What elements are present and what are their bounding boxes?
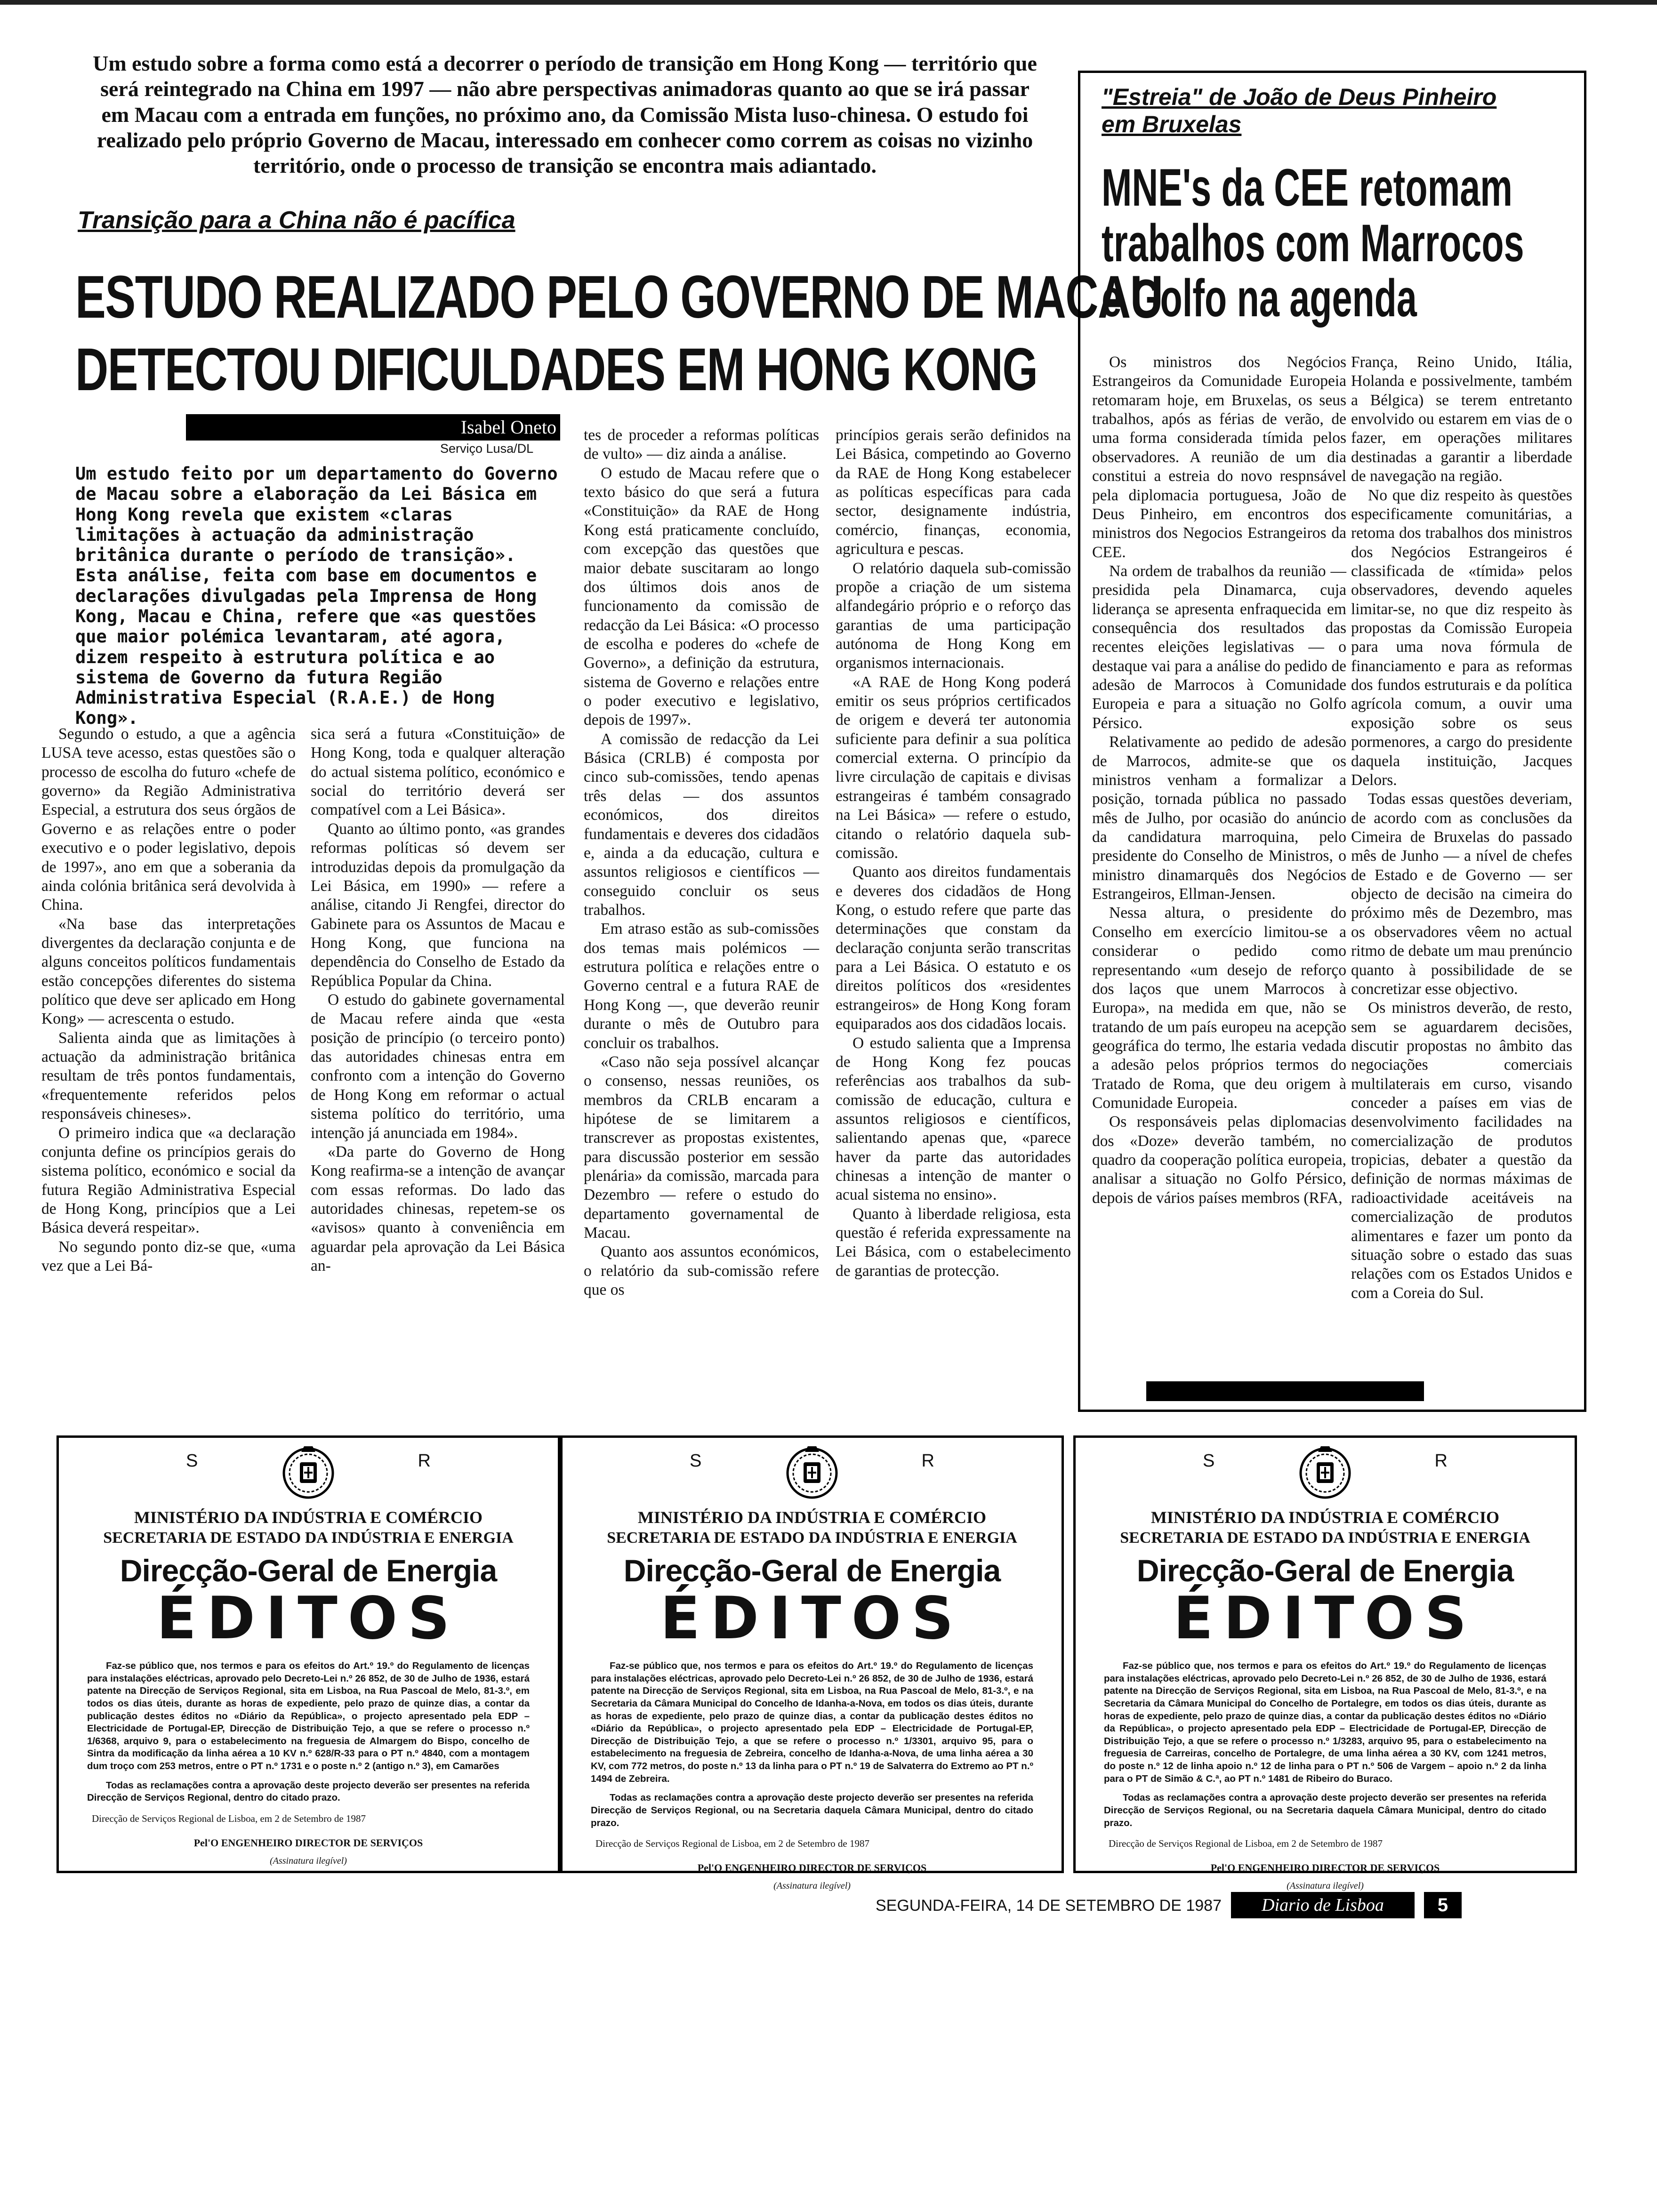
emblem-letter-s: S — [1203, 1451, 1215, 1471]
edict-signatory: Pel'O ENGENHEIRO DIRECTOR DE SERVIÇOS — [193, 1837, 423, 1849]
newspaper-name: Diario de Lisboa — [1231, 1892, 1415, 1918]
edict-signatory: Pel'O ENGENHEIRO DIRECTOR DE SERVIÇOS — [697, 1862, 927, 1874]
ministry-name: MINISTÉRIO DA INDÚSTRIA E COMÉRCIO — [134, 1508, 483, 1527]
emblem-letter-r: R — [418, 1451, 431, 1471]
edict-signature: (Assinatura ilegível) — [270, 1856, 347, 1867]
paragraph: Na ordem de trabalhos da reunião — presidida pela Dinamarca, cuja liderança se apresenta enfraquecida em consequência dos resultados das recentes eleições legislativas — o destaque vai para a análise do pedido de adesão de Marrocos à Comunidade Europeia e para a situação no Golfo Pérsico. — [1092, 562, 1346, 732]
edict-signature: (Assinatura ilegível) — [1287, 1881, 1364, 1891]
edict-date: Direcção de Serviços Regional de Lisboa, em 2 de Setembro de 1987 — [595, 1838, 869, 1850]
directorate-name: Direcção-Geral de Energia — [623, 1553, 1001, 1588]
intro-paragraph: Um estudo sobre a forma como está a decorrer o período de transição em Hong Kong — território que será reintegrado na China em 1997 — não abre perspectivas animadoras quanto ao que se irá passar em Macau com a entrada em funções, no próximo ano, da Comissão Mista luso-chinesa. O estudo foi realizado pelo próprio Governo de Macau, interessado em conhecer como correm as coisas no vizinho território, onde o processo de transição se encontra mais adiantado. — [93, 51, 1037, 178]
edict-signatory: Pel'O ENGENHEIRO DIRECTOR DE SERVIÇOS — [1210, 1862, 1440, 1874]
coat-of-arms-icon — [1290, 1443, 1360, 1504]
article-column-3 — [584, 426, 819, 1300]
edict-title: ÉDITOS — [660, 1585, 964, 1652]
secretary-name: SECRETARIA DE ESTADO DA INDÚSTRIA E ENERGIA — [1120, 1529, 1530, 1547]
top-rule — [0, 0, 1657, 5]
secretary-name: SECRETARIA DE ESTADO DA INDÚSTRIA E ENERGIA — [103, 1529, 514, 1547]
paragraph: tes de proceder a reformas políticas de vulto» — diz ainda a análise. — [584, 426, 819, 463]
directorate-name: Direcção-Geral de Energia — [120, 1553, 497, 1588]
paragraph: «A RAE de Hong Kong poderá emitir os seus próprios certificados de origem e deverá ter autonomia suficiente para definir a sua política comercial externa. O princípio da livre circulação de capitais e divisas estrangeiras é também consagrado na Lei Básica» — refere o estudo, citando o relatório daquela sub-comissão. — [836, 673, 1071, 862]
article-column-1 — [41, 725, 296, 1275]
emblem-letter-r: R — [1434, 1451, 1448, 1471]
paragraph: França, Reino Unido, Itália, Holanda e possivelmente, também a Bélgica) se terem entretanto envolvido ou estarem em vias de o fazer, em operações militares destinadas a garantir a liberdade de navegação na região. — [1351, 353, 1572, 485]
paragraph: «Caso não seja possível alcançar o consenso, nessas reuniões, os membros da CRLB encaram a hipótese de se limitarem a transcrever as propostas existentes, para discussão posterior em sessão plenária» da comissão, marcada para Dezembro — refere o estudo do departamento governamental de Macau. — [584, 1053, 819, 1242]
article-column-2 — [311, 725, 565, 1275]
page-footer — [876, 1892, 1563, 1918]
edict-title: ÉDITOS — [1173, 1585, 1477, 1652]
secretary-name: SECRETARIA DE ESTADO DA INDÚSTRIA E ENERGIA — [607, 1529, 1017, 1547]
paragraph: Todas as reclamações contra a aprovação deste projecto deverão ser presentes na referida Direcção de Serviços Regional, dentro do citado prazo. — [87, 1779, 530, 1803]
edict-title: ÉDITOS — [156, 1585, 460, 1652]
paragraph: Todas essas questões deveriam, de acordo com as conclusões da Cimeira de Bruxelas do passado mês de Junho — a nível de chefes de Estado e de Governo — ser objecto de decisão na cimeira do próximo mês de Dezembro, mas os observadores vêem no actual ritmo de debate um mau prenúncio quanto à possibilidade de se concretizar esse objectivo. — [1351, 790, 1572, 998]
paragraph: O estudo salienta que a Imprensa de Hong Kong fez poucas referências aos trabalhos da sub-comissão de educação, cultura e assuntos religiosos e científicos, salientando apenas que, «parece haver da parte das autoridades chinesas a intenção de manter o acual sistema no ensino». — [836, 1034, 1071, 1204]
edict-body — [87, 1660, 530, 1804]
author-service: Serviço Lusa/DL — [440, 441, 534, 456]
paragraph: Quanto ao último ponto, «as grandes reformas políticas só devem ser introduzidas depois da promulgação da Lei Básica, em 1990» — refere a análise, citando Ji Rengfei, director do Gabinete para os Assuntos de Macau e Hong Kong, que funciona na dependência do Conselho de Estado da República Popular da China. — [311, 820, 565, 990]
ministry-name: MINISTÉRIO DA INDÚSTRIA E COMÉRCIO — [637, 1508, 987, 1527]
emblem-letter-s: S — [690, 1451, 702, 1471]
main-headline-line-1: ESTUDO REALIZADO PELO GOVERNO DE MACAU — [75, 264, 1163, 331]
side-kicker — [1102, 84, 1496, 138]
paragraph: Segundo o estudo, a que a agência LUSA teve acesso, estas questões são o processo de escolha do futuro «chefe de governo» da Região Administrativa Especial, a estrutura dos seus órgãos de Governo e as relações entre o poder executivo e o poder legislativo, depois de 1997», ano em que a soberania da ainda colónia britânica será devolvida à China. — [41, 725, 296, 914]
side-headline-line-1: MNE's da CEE retomam — [1102, 158, 1512, 217]
paragraph: Relativamente ao pedido de adesão de Marrocos, admite-se que os ministros venham a formalizar a posição, tornada pública no passado mês de Julho, por ocasião do anúncio da candidatura marroquina, pelo presidente do Conselho de Ministros, o ministro dinamarquês dos Negócios Estrangeiros, Ellman-Jensen. — [1092, 733, 1346, 903]
paragraph: Todas as reclamações contra a aprovação deste projecto deverão ser presentes na referida Direcção de Serviços Regional, ou na Secretaria daquela Câmara Municipal, dentro do citado prazo. — [1104, 1792, 1546, 1828]
paragraph: «Na base das interpretações divergentes da declaração conjunta e de alguns conceitos políticos fundamentais estão concepções diferentes do sistema político que deve ser aplicado em Hong Kong» — acrescenta o estudo. — [41, 915, 296, 1028]
paragraph: Os ministros dos Negócios Estrangeiros da Comunidade Europeia retomaram hoje, em Bruxelas, os seus trabalhos, após as férias de verão, de uma forma considerada tímida pelos observadores. A reunião de um dia constitui a estreia do novo respnsável pela diplomacia portuguesa, João de Deus Pinheiro, em encontros dos ministros dos Negocios Estrangeiros da CEE. — [1092, 353, 1346, 561]
main-kicker: Transição para a China não é pacífica — [78, 207, 515, 234]
paragraph: O estudo de Macau refere que o texto básico do que será a futura «Constituição» da RAE de Hong Kong está praticamente concluído, com excepção das questões que maior debate suscitaram ao longo dos últimos dois anos de funcionamento da comissão de redacção da Lei Básica: «O processo de escolha e poderes do «chefe de Governo», a definição da estrutura, sistema de Governo e relações entre o poder executivo e legislativo, depois de 1997». — [584, 464, 819, 729]
paragraph: A comissão de redacção da Lei Básica (CRLB) é composta por cinco sub-comissões, tendo apenas três delas — dos assuntos económicos, dos direitos fundamentais e deveres dos cidadãos e, ainda a da educação, cultura e assuntos religiosos e científicos — conseguido concluir os seus trabalhos. — [584, 730, 819, 919]
edict-notice-2 — [560, 1435, 1064, 1891]
side-kicker-line-1: "Estreia" de João de Deus Pinheiro — [1102, 84, 1497, 110]
footer-date: SEGUNDA-FEIRA, 14 DE SETEMBRO DE 1987 — [876, 1897, 1222, 1915]
edict-body — [1104, 1660, 1546, 1829]
paragraph: «Da parte do Governo de Hong Kong reafirma-se a intenção de avançar com essas reformas. Do lado das autoridades chinesas, repetem-se os «avisos» quanto à conveniência em aguardar pela aprovação da Lei Básica an- — [311, 1143, 565, 1275]
edict-date: Direcção de Serviços Regional de Lisboa, em 2 de Setembro de 1987 — [92, 1813, 366, 1825]
emblem-row — [1076, 1438, 1575, 1504]
author-bar — [186, 414, 560, 441]
side-headline-line-2: trabalhos com Marrocos — [1102, 213, 1524, 272]
emblem-letter-s: S — [186, 1451, 198, 1471]
directorate-name: Direcção-Geral de Energia — [1136, 1553, 1514, 1588]
emblem-row — [59, 1438, 558, 1504]
edict-notice-3 — [1073, 1435, 1577, 1891]
paragraph: Salienta ainda que as limitações à actuação da administração britânica resultam de três pontos fundamentais, «frequentemente referidos pelos responsáveis chineses». — [41, 1029, 296, 1123]
edict-signature: (Assinatura ilegível) — [773, 1881, 851, 1891]
paragraph: Quanto à liberdade religiosa, esta questão é referida expressamente na Lei Básica, com o estabelecimento de garantias de protecção. — [836, 1205, 1071, 1280]
side-column-2 — [1351, 353, 1572, 1303]
side-end-bar — [1146, 1381, 1424, 1401]
main-headline — [75, 261, 1163, 406]
paragraph: No que diz respeito às questões especificamente comunitárias, a retoma dos trabalhos dos ministros dos Negócios Estrangeiros é classificada de «tímida» pelos observadores, devendo aqueles limitar-se, no que diz respeito às propostas da Comissão Europeia para uma nova fórmula de financiamento e para as reformas dos fundos estruturais e da política agrícola comum, a ouvir uma exposição sobre os seus pormenores, a cargo do presidente daquela instituição, Jacques Delors. — [1351, 486, 1572, 789]
side-headline — [1102, 160, 1550, 326]
edict-notice-1 — [56, 1435, 560, 1873]
edict-body — [591, 1660, 1033, 1829]
author-name: Isabel Oneto — [460, 417, 556, 438]
paragraph: Em atraso estão as sub-comissões dos temas mais polémicos — estrutura política e relações entre o Governo central e a futura RAE de Hong Kong —, que deverão reunir durante o mês de Outubro para concluir os trabalhos. — [584, 920, 819, 1052]
paragraph: Faz-se público que, nos termos e para os efeitos do Art.º 19.º do Regulamento de licenças para instalações eléctricas, aprovado pelo Decreto-Lei n.º 26 852, de 30 de Julho de 1936, estará patente na Direcção de Serviços Regional, sita em Lisboa, na Rua Pascoal de Melo, 81-3.º, e na Secretaria da Câmara Municipal do Concelho de Idanha-a-Nova, em todos os dias úteis, durante as horas de expediente, pelo prazo de quinze dias, a contar da publicação destes éditos no «Diário da República», o projecto apresentado pela EDP – Electricidade de Portugal-EP, Direcção de Distribuição Tejo, a que se refere o processo n.º 1/3301, arquivo 95, para o estabelecimento na freguesia de Zebreira, concelho de Idanha-a-Nova, de uma linha aérea a 30 KV, com 772 metros, do poste n.º 13 da linha para o PT n.º 19 de Salvaterra do Extremo ao PT n.º 1494 de Zebreira. — [591, 1660, 1033, 1784]
paragraph: sica será a futura «Constituição» de Hong Kong, toda e qualquer alteração do actual sistema político, económico e social do território deverá ser compatível com a Lei Básica». — [311, 725, 565, 819]
edict-date: Direcção de Serviços Regional de Lisboa, em 2 de Setembro de 1987 — [1109, 1838, 1383, 1850]
paragraph: Faz-se público que, nos termos e para os efeitos do Art.º 19.º do Regulamento de licenças para instalações eléctricas, aprovado pelo Decreto-Lei n.º 26 852, de 30 de Julho de 1936, estará patente na Direcção de Serviços Regional, sita em Lisboa, na Rua Pascoal de Melo, 81-3.º, e na Secretaria da Câmara Municipal do Concelho de Portalegre, em todos os dias úteis, durante as horas de expediente, pelo prazo de quinze dias, a contar da publicação destes éditos no «Diário da República», o projecto apresentado pela EDP – Electricidade de Portugal-EP, Direcção de Distribuição Tejo, a que se refere o processo n.º 1/3283, arquivo 95, para o estabelecimento na freguesia de Carreiras, concelho de Portalegre, de uma linha aérea a 30 KV, com 1241 metros, do poste n.º 12 de linha apoio n.º 12 de linha para o PT n.º 506 de Vargem – apoio n.º 2 da linha para o PT de Simão & C.ª, ao PT n.º 1481 de Ribeiro do Buraco. — [1104, 1660, 1546, 1784]
page-number: 5 — [1424, 1892, 1462, 1918]
ministry-name: MINISTÉRIO DA INDÚSTRIA E COMÉRCIO — [1150, 1508, 1500, 1527]
paragraph: Os ministros deverão, de resto, sem se aguardarem decisões, discutir propostas no âmbito das negociações comerciais multilaterais em curso, visando conceder a países em vias de desenvolvimento facilidades na comercialização de produtos tropicias, debater a questão da definição de normas máximas de radioactividade aceitáveis na comercialização de produtos alimentares e fazer um ponto da situação sobre o estado das suas relações com os Estados Unidos e com a Coreia do Sul. — [1351, 999, 1572, 1302]
paragraph: princípios gerais serão definidos na Lei Básica, competindo ao Governo da RAE de Hong Kong estabelecer as políticas específicas para cada sector, designamente indústria, comércio, finanças, economia, agricultura e pescas. — [836, 426, 1071, 558]
paragraph: Quanto aos assuntos económicos, o relatório da sub-comissão refere que os — [584, 1243, 819, 1299]
side-headline-line-3: e Golfo na agenda — [1102, 269, 1417, 328]
coat-of-arms-icon — [273, 1443, 344, 1504]
paragraph: No segundo ponto diz-se que, «uma vez que a Lei Bá- — [41, 1238, 296, 1275]
paragraph: O relatório daquela sub-comissão propõe a criação de um sistema alfandegário próprio e o reforço das garantias de uma participação autónoma de Hong Kong em organismos internacionais. — [836, 559, 1071, 672]
side-kicker-line-2: em Bruxelas — [1102, 111, 1242, 137]
paragraph: O primeiro indica que «a declaração conjunta define os princípios gerais do sistema político, económico e social da futura Região Administrativa Especial de Hong Kong, princípios que a Lei Básica deverá respeitar». — [41, 1124, 296, 1237]
paragraph: Todas as reclamações contra a aprovação deste projecto deverão ser presentes na referida Direcção de Serviços Regional, ou na Secretaria daquela Câmara Municipal, dentro do citado prazo. — [591, 1792, 1033, 1828]
paragraph: Faz-se público que, nos termos e para os efeitos do Art.º 19.º do Regulamento de licenças para instalações eléctricas, aprovado pelo Decreto-Lei n.º 26 852, de 30 de Julho de 1936, estará patente na Direcção de Serviços Regional, sita em Lisboa, na Rua Pascoal de Melo, 81-3.º, em todos os dias úteis, durante as horas de expediente, pelo prazo de quinze dias, a contar da publicação destes éditos no «Diário da República», o projecto apresentado pela EDP – Electricidade de Portugal-EP, Direcção de Distribuição Tejo, a que se refere o processo n.º 1/6368, arquivo 9, para o estabelecimento na freguesia de Almargem do Bispo, concelho de Sintra da modificação da linha aérea a 10 KV n.º 628/R-33 para o PT n.º 4840, com a montagem dum troço com 253 metros, entre o PT n.º 1731 e o poste n.º 2 (antigo n.º 3), em Camarões — [87, 1660, 530, 1772]
paragraph: Nessa altura, o presidente do Conselho em exercício limitou-se a considerar o pedido como representando «um desejo de reforço dos laços que unem Marrocos à Europa», na medida em que, não se tratando de um país europeu na acepção geográfica do termo, lhe estaria vedada a adesão pelos próprios termos do Tratado de Roma, que deu origem à Comunidade Europeia. — [1092, 904, 1346, 1112]
main-headline-line-2: DETECTOU DIFICULDADES EM HONG KONG — [75, 336, 1038, 403]
coat-of-arms-icon — [777, 1443, 847, 1504]
lead-paragraph: Um estudo feito por um departamento do Governo de Macau sobre a elaboração da Lei Básica em Hong Kong revela que existem «claras limitações à actuação da administração britânica durante o período de transição». Esta análise, feita com base em documentos e declarações divulgadas pela Imprensa de Hong Kong, Macau e China, refere que «as questões que maior polémica levantaram, até agora, dizem respeito à estrutura política e ao sistema de Governo da futura Região Administrativa Especial (R.A.E.) de Hong Kong». — [75, 464, 558, 729]
paragraph: Quanto aos direitos fundamentais e deveres dos cidadãos de Hong Kong, o estudo refere que parte das determinações que constam da declaração conjunta serão transcritas para a Lei Básica. O estatuto e os direitos políticos dos «residentes estrangeiros» de Hong Kong foram equiparados aos dos cidadãos locais. — [836, 863, 1071, 1033]
emblem-letter-r: R — [921, 1451, 934, 1471]
paragraph: Os responsáveis pelas diplomacias dos «Doze» deverão também, no quadro da cooperação política europeia, analisar a situação no Golfo Pérsico, depois de vários países membros (RFA, — [1092, 1113, 1346, 1207]
paragraph: O estudo do gabinete governamental de Macau refere ainda que «esta posição de princípio (o terceiro ponto) das autoridades chinesas entra em confronto com a intenção do Governo de Hong Kong em reformar o actual sistema político do território, uma intenção já anunciada em 1984». — [311, 991, 565, 1142]
emblem-row — [563, 1438, 1062, 1504]
side-column-1 — [1092, 353, 1346, 1208]
article-column-4 — [836, 426, 1071, 1281]
